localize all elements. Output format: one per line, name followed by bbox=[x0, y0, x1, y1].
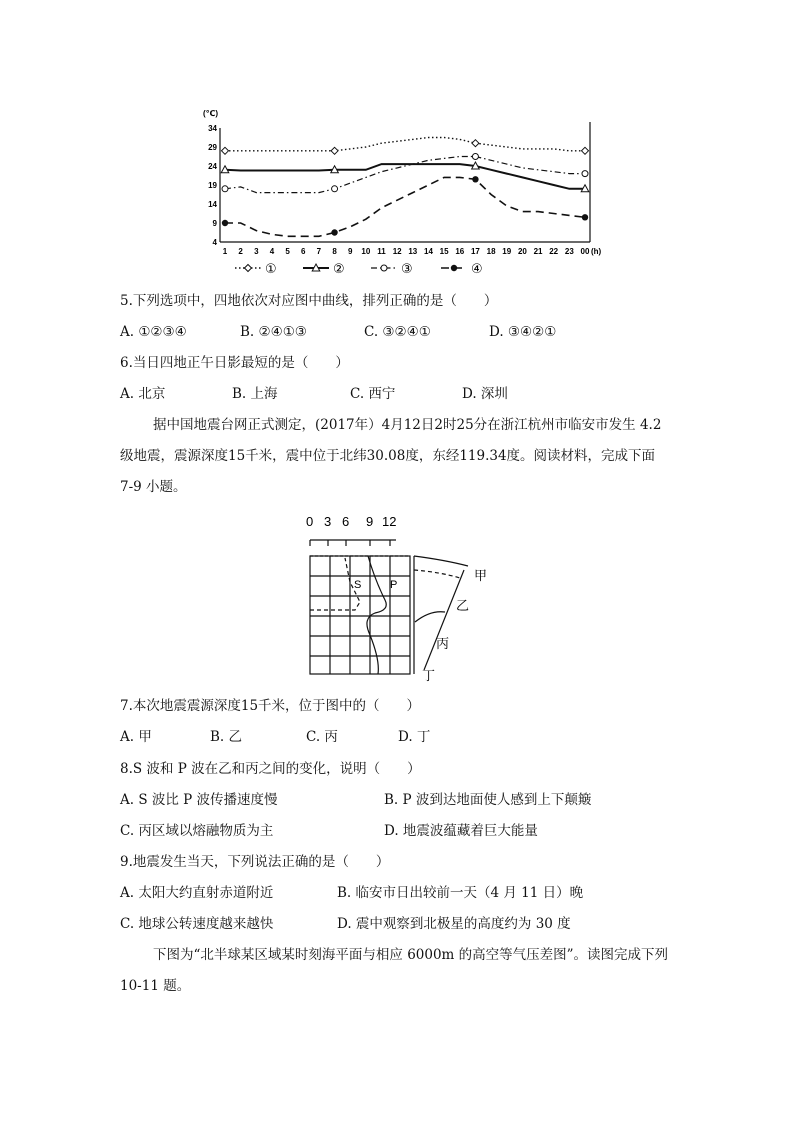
x-tick-label: 9 bbox=[347, 247, 353, 256]
x-tick-label: 5 bbox=[285, 247, 290, 256]
x-tick-label: 18 bbox=[486, 247, 496, 256]
y-tick-label: 24 bbox=[208, 162, 217, 171]
x-tick-label: 00 bbox=[580, 247, 590, 256]
x-tick-label: 16 bbox=[455, 247, 465, 256]
x-tick-label: 20 bbox=[517, 247, 527, 256]
data-point bbox=[332, 186, 338, 192]
layer-label: 丁 bbox=[422, 668, 436, 683]
data-point bbox=[222, 220, 228, 226]
x-tick-label: 11 bbox=[377, 247, 386, 256]
quake-scale-labels bbox=[306, 514, 396, 529]
legend-label: ② bbox=[333, 261, 345, 276]
scale-label: 3 bbox=[324, 514, 332, 529]
legend-label: ③ bbox=[401, 261, 413, 276]
x-tick-label: 15 bbox=[439, 247, 449, 256]
question-6-option-c[interactable]: C. 西宁 bbox=[350, 386, 396, 402]
question-5-option-d[interactable]: D. ③④②① bbox=[489, 324, 557, 340]
data-point bbox=[582, 171, 588, 177]
legend-item bbox=[235, 261, 277, 276]
question-7-option-b[interactable]: B. 乙 bbox=[210, 729, 243, 745]
passage-1-line-2: 级地震，震源深度15千米，震中位于北纬30.08度，东经119.34度。阅读材料，完成下面 bbox=[120, 448, 656, 464]
question-5-option-b[interactable]: B. ②④①③ bbox=[240, 324, 307, 340]
quake-layer-labels bbox=[422, 568, 487, 683]
x-tick-label: 2 bbox=[238, 247, 243, 256]
question-7-stem: 7.本次地震震源深度15千米，位于图中的（ ） bbox=[120, 698, 421, 714]
question-8-option-d[interactable]: D. 地震波蕴藏着巨大能量 bbox=[384, 823, 538, 839]
question-8-option-c[interactable]: C. 丙区域以熔融物质为主 bbox=[120, 823, 274, 839]
chart-series bbox=[221, 138, 589, 237]
series-1 bbox=[222, 138, 589, 155]
seismic-wave-figure bbox=[290, 510, 510, 685]
question-6-option-a[interactable]: A. 北京 bbox=[120, 386, 166, 402]
question-5-option-c[interactable]: C. ③②④① bbox=[364, 324, 431, 340]
x-tick-label: 7 bbox=[316, 247, 322, 256]
quake-wave-labels bbox=[354, 579, 397, 591]
question-7-option-c[interactable]: C. 丙 bbox=[306, 729, 338, 745]
layer-label: 乙 bbox=[456, 598, 470, 613]
question-6-option-d[interactable]: D. 深圳 bbox=[462, 386, 508, 402]
layer-label: 甲 bbox=[474, 568, 488, 583]
y-tick-label: 4 bbox=[212, 238, 217, 247]
scale-label: 9 bbox=[366, 514, 374, 529]
legend-marker bbox=[451, 265, 457, 271]
x-tick-label: 23 bbox=[564, 247, 574, 256]
y-tick-label: 19 bbox=[208, 181, 217, 190]
x-unit-label: (h) bbox=[591, 247, 602, 256]
legend-item bbox=[371, 261, 413, 276]
question-9-option-c[interactable]: C. 地球公转速度越来越快 bbox=[120, 916, 274, 932]
y-tick-label: 14 bbox=[208, 200, 217, 209]
y-tick-label: 9 bbox=[212, 219, 217, 228]
x-tick-label: 22 bbox=[549, 247, 559, 256]
x-tick-label: 13 bbox=[408, 247, 418, 256]
legend-item bbox=[303, 261, 345, 276]
data-point bbox=[472, 140, 479, 147]
scale-label: 6 bbox=[342, 514, 350, 529]
data-point bbox=[582, 147, 589, 154]
passage-2-line-2: 10-11 题。 bbox=[120, 978, 191, 994]
series-line bbox=[225, 177, 585, 236]
question-8-option-b[interactable]: B. P 波到达地面使人感到上下颠簸 bbox=[384, 792, 592, 808]
question-7-option-d[interactable]: D. 丁 bbox=[398, 729, 431, 745]
question-5-stem: 5.下列选项中，四地依次对应图中曲线，排列正确的是（ ） bbox=[120, 293, 498, 309]
x-tick-label: 17 bbox=[470, 247, 480, 256]
y-tick-label: 34 bbox=[208, 124, 217, 133]
passage-1-line-3: 7-9 小题。 bbox=[120, 479, 187, 495]
x-tick-label: 8 bbox=[332, 247, 337, 256]
layer-label: 丙 bbox=[436, 636, 450, 651]
question-6-option-b[interactable]: B. 上海 bbox=[232, 386, 278, 402]
data-point bbox=[331, 229, 337, 235]
series-4 bbox=[222, 176, 588, 236]
series-line bbox=[225, 138, 585, 151]
legend-marker bbox=[245, 265, 252, 272]
legend-item bbox=[441, 261, 483, 276]
data-point bbox=[472, 154, 478, 160]
chart-legend bbox=[235, 261, 483, 276]
question-5-option-a[interactable]: A. ①②③④ bbox=[120, 324, 187, 340]
question-9-option-b[interactable]: B. 临安市日出较前一天（4 月 11 日）晚 bbox=[337, 885, 584, 901]
scale-label: 12 bbox=[382, 514, 397, 529]
legend-label: ④ bbox=[471, 261, 483, 276]
wave-label-p: P bbox=[390, 579, 398, 591]
x-tick-label: 19 bbox=[502, 247, 512, 256]
x-tick-label: 1 bbox=[222, 247, 228, 256]
passage-1-line-1: 据中国地震台网正式测定，(2017年）4月12日2时25分在浙江杭州市临安市发生 4.2 bbox=[153, 417, 662, 433]
wave-label-s: S bbox=[354, 579, 362, 591]
question-9-stem: 9.地震发生当天，下列说法正确的是（ ） bbox=[120, 854, 390, 870]
data-point bbox=[582, 214, 588, 220]
legend-label: ① bbox=[265, 261, 277, 276]
question-9-option-d[interactable]: D. 震中观察到北极星的高度约为 30 度 bbox=[337, 916, 571, 932]
x-tick-label: 3 bbox=[254, 247, 259, 256]
x-tick-label: 4 bbox=[269, 247, 275, 256]
scale-label: 0 bbox=[306, 514, 314, 529]
question-8-stem: 8.S 波和 P 波在乙和丙之间的变化，说明（ ） bbox=[120, 761, 421, 777]
legend-marker bbox=[381, 265, 387, 271]
x-tick-label: 14 bbox=[424, 247, 433, 256]
x-tick-label: 12 bbox=[392, 247, 402, 256]
y-unit-label: (℃) bbox=[203, 109, 219, 118]
temperature-chart bbox=[195, 104, 605, 282]
data-point bbox=[222, 186, 228, 192]
series-line bbox=[225, 157, 585, 193]
series-3 bbox=[222, 154, 588, 193]
x-tick-label: 6 bbox=[301, 247, 306, 256]
series-line bbox=[225, 164, 585, 189]
x-tick-label: 10 bbox=[361, 247, 371, 256]
question-7-option-a[interactable]: A. 甲 bbox=[120, 729, 152, 745]
data-point bbox=[222, 147, 229, 154]
passage-2-line-1: 下图为“北半球某区域某时刻海平面与相应 6000m 的高空等气压差图”。读图完成下列 bbox=[153, 947, 669, 963]
question-8-option-a[interactable]: A. S 波比 P 波传播速度慢 bbox=[120, 792, 278, 808]
question-9-option-a[interactable]: A. 太阳大约直射赤道附近 bbox=[120, 885, 274, 901]
y-tick-label: 29 bbox=[208, 143, 217, 152]
data-point bbox=[472, 176, 478, 182]
question-6-stem: 6.当日四地正午日影最短的是（ ） bbox=[120, 355, 349, 371]
x-tick-label: 21 bbox=[533, 247, 543, 256]
data-point bbox=[331, 147, 338, 154]
